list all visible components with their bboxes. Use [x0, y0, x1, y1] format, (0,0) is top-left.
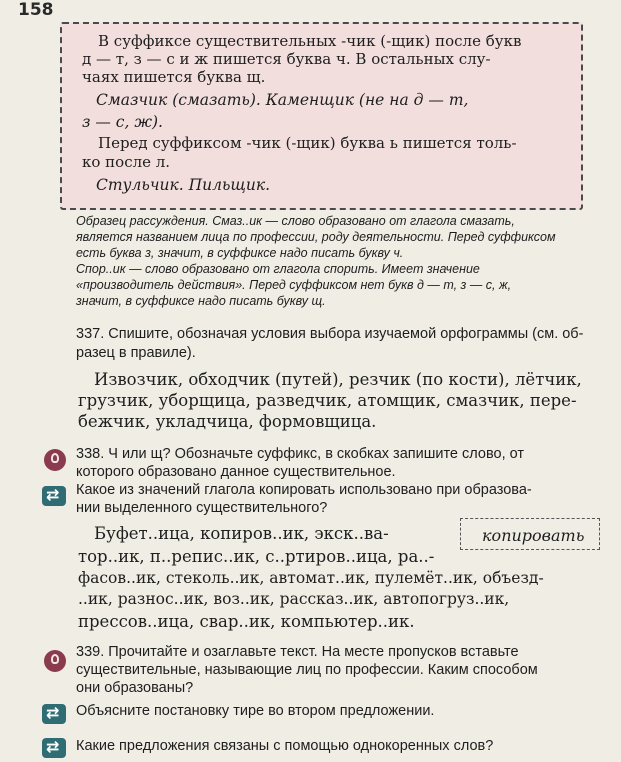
ex339-question-2: Какие предложения связаны с помощью однокоренных слов?: [76, 738, 494, 754]
sample-line-2: является названием лица по профессии, роду деятельности. Перед суффиксом: [76, 230, 556, 244]
arrows-icon: [42, 486, 66, 506]
sample-line-3: есть буква з, значит, в суффиксе надо писать букву ч.: [76, 246, 404, 260]
sample-line-1: Образец рассуждения. Смаз..ик — слово образовано от глагола смазать,: [76, 214, 515, 228]
ex337-words-1: Извозчик, обходчик (путей), резчик (по кости), лётчик,: [94, 370, 582, 389]
rule-line-1: В суффиксе существительных -чик (-щик) после букв: [98, 32, 522, 50]
ex337-words-3: бежчик, укладчица, формовщица.: [78, 412, 377, 431]
ex338-words-2: тор..ик, п..репис..ик, с..ртиров..ица, ра..-: [78, 547, 435, 566]
ex338-task-3: Какое из значений глагола копировать использовано при образова-: [76, 482, 532, 498]
box-word: копировать: [482, 526, 585, 545]
arrows-icon: [42, 704, 66, 724]
ex338-task-1: 338. Ч или щ? Обозначьте суффикс, в скобках запишите слово, от: [76, 446, 525, 462]
sample-line-4: Спор..ик — слово образовано от глагола спорить. Имеет значение: [76, 262, 480, 276]
ex339-question-1: Объясните постановку тире во втором предложении.: [76, 703, 435, 719]
ex339-task-1: 339. Прочитайте и озаглавьте текст. На месте пропусков вставьте: [76, 644, 519, 660]
rule-example-1: Смазчик (смазать). Каменщик (не на д — т,: [96, 91, 469, 109]
sample-line-5: «производитель действия». Перед суффиксом нет букв д — т, з — с, ж,: [76, 278, 512, 292]
rule-line-4: Перед суффиксом -чик (-щик) буква ь пишется толь-: [98, 134, 517, 152]
ex338-task-4: нии выделенного существительного?: [76, 500, 328, 516]
ex338-task-2: которого образовано данное существительное.: [76, 464, 396, 480]
ex338-words-4: ..ик, разнос..ик, воз..ик, рассказ..ик, автопогруз..ик,: [78, 590, 510, 608]
page-number: 158: [18, 0, 54, 20]
ex337-words-2: грузчик, уборщица, разведчик, атомщик, смазчик, пере-: [78, 391, 577, 410]
rule-line-2: д — т, з — с и ж пишется буква ч. В остальных слу-: [82, 50, 491, 68]
ex337-task-2: разец в правиле).: [76, 345, 196, 361]
rule-line-5: ко после л.: [82, 153, 171, 171]
ex339-task-2: существительные, называющие лиц по профессии. Каким способом: [76, 662, 538, 678]
sample-line-6: значит, в суффиксе надо писать букву щ.: [76, 294, 326, 308]
rule-line-3: чаях пишется буква щ.: [82, 68, 266, 86]
rule-example-1-cont: з — с, ж).: [82, 113, 163, 131]
rule-example-2: Стульчик. Пильщик.: [96, 176, 271, 194]
lightbulb-icon: [44, 650, 66, 672]
ex338-words-5: прессов..ица, свар..ик, компьютер..ик.: [78, 612, 415, 631]
ex339-task-3: они образованы?: [76, 680, 194, 696]
ex338-words-3: фасов..ик, стеколь..ик, автомат..ик, пулемёт..ик, объезд-: [78, 569, 544, 587]
lightbulb-icon: [44, 449, 66, 471]
ex337-task-1: 337. Спишите, обозначая условия выбора изучаемой орфограммы (см. об-: [76, 326, 584, 342]
arrows-icon: [42, 738, 66, 758]
ex338-words-1: Буфет..ица, копиров..ик, экск..ва-: [94, 524, 389, 543]
